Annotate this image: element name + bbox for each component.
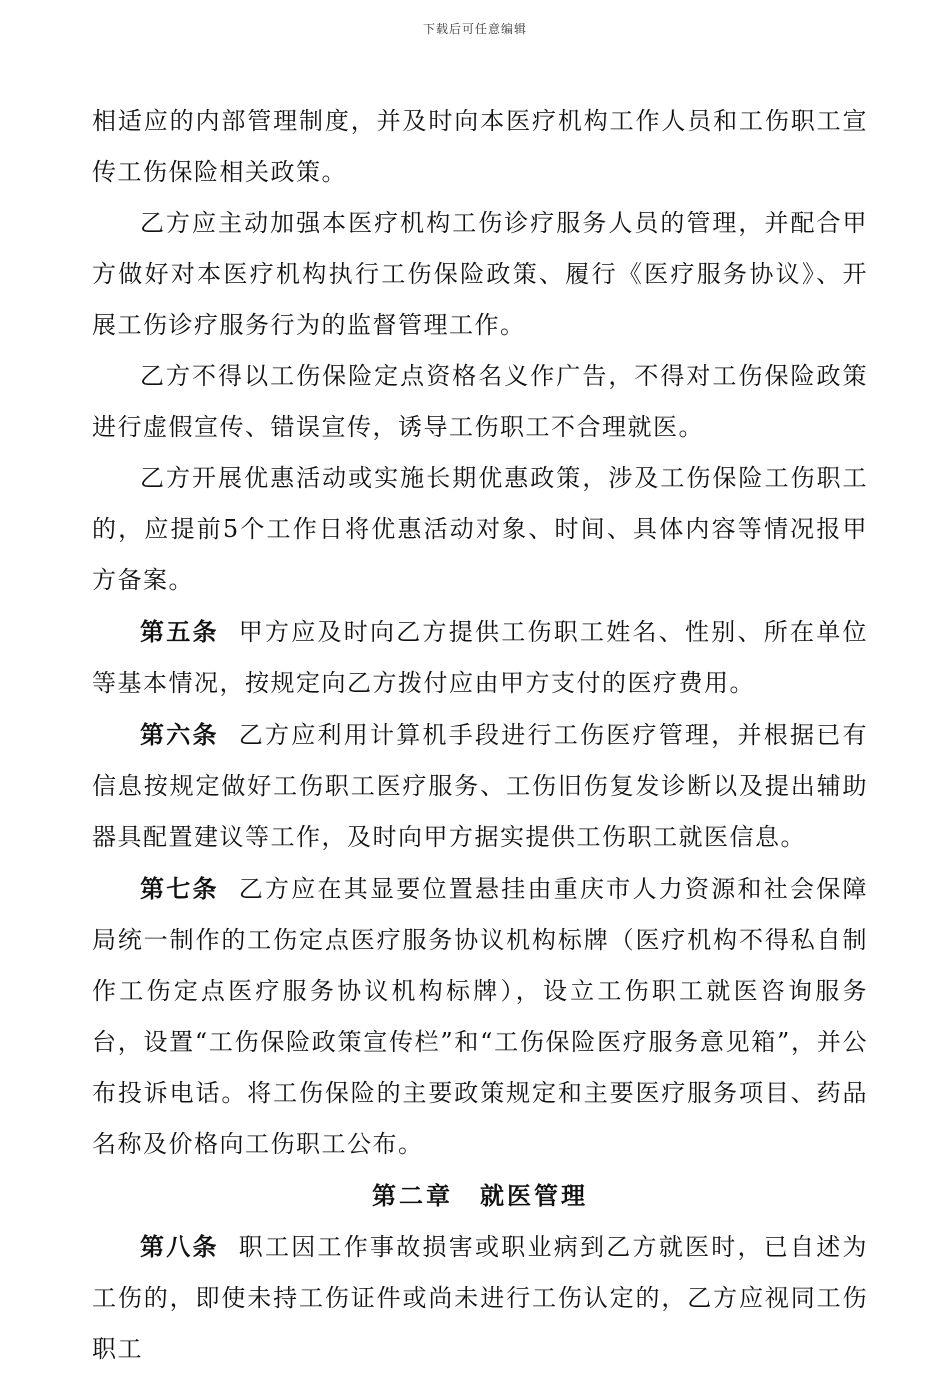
paragraph: 乙方开展优惠活动或实施长期优惠政策，涉及工伤保险工伤职工的，应提前5个工作日将优惠活动对象、时间、具体内容等情况报甲方备案。 bbox=[92, 464, 868, 594]
paragraph: 乙方不得以工伤保险定点资格名义作广告，不得对工伤保险政策进行虚假宣传、错误宣传，诱导工伤职工不合理就医。 bbox=[92, 362, 868, 441]
article-text: 职工因工作事故损害或职业病到乙方就医时，已自述为工伤的，即使未持工伤证件或尚未进行工伤认定的，乙方应视同工伤职工 bbox=[92, 1233, 868, 1363]
paragraph-continuation: 相适应的内部管理制度，并及时向本医疗机构工作人员和工伤职工宣传工伤保险相关政策。 bbox=[92, 107, 868, 186]
article-title: 第七条 bbox=[140, 874, 219, 903]
article-title: 第六条 bbox=[140, 720, 219, 749]
page-header: 下载后可任意编辑 bbox=[422, 22, 527, 36]
article-text: 乙方应利用计算机手段进行工伤医疗管理，并根据已有信息按规定做好工伤职工医疗服务、工伤旧伤复发诊断以及提出辅助器具配置建议等工作，及时向甲方据实提供工伤职工就医信息。 bbox=[92, 721, 868, 851]
article-title: 第五条 bbox=[140, 617, 219, 646]
article-6 bbox=[92, 709, 868, 863]
article-8 bbox=[92, 1221, 868, 1375]
article-text: 乙方应在其显要位置悬挂由重庆市人力资源和社会保障局统一制作的工伤定点医疗服务协议机构标牌（医疗机构不得私自制作工伤定点医疗服务协议机构标牌），设立工伤职工就医咨询服务台，设置“工伤保险政策宣传栏”和“工伤保险医疗服务意见箱”，并公布投诉电话。将工伤保险的主要政策规定和主要医疗服务项目、药品名称及价格向工伤职工公布。 bbox=[92, 875, 868, 1158]
chapter-heading: 第二章 就医管理 bbox=[372, 1181, 588, 1210]
paragraph: 乙方应主动加强本医疗机构工伤诊疗服务人员的管理，并配合甲方做好对本医疗机构执行工伤保险政策、履行《医疗服务协议》、开展工伤诊疗服务行为的监督管理工作。 bbox=[92, 209, 868, 339]
article-5 bbox=[92, 606, 868, 709]
article-title: 第八条 bbox=[140, 1232, 219, 1261]
document-body bbox=[92, 96, 868, 1375]
article-7 bbox=[92, 863, 868, 1170]
article-text: 甲方应及时向乙方提供工伤职工姓名、性别、所在单位等基本情况，按规定向乙方拨付应由甲方支付的医疗费用。 bbox=[92, 618, 868, 697]
